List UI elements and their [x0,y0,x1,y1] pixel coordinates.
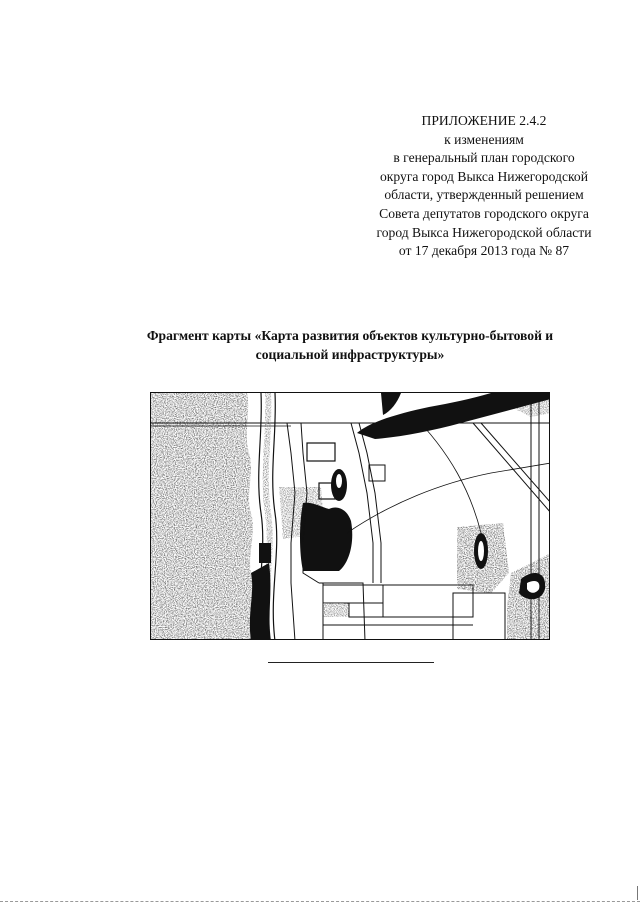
map-fragment-image [151,393,550,640]
appendix-header [340,112,628,261]
appendix-line: в генеральный план городского [393,150,575,166]
appendix-line: к изменениям [444,131,524,147]
appendix-title: ПРИЛОЖЕНИЕ 2.4.2 [421,113,547,128]
scan-edge-mark [637,886,638,900]
map-fragment-title [100,326,600,364]
appendix-line: округа город Выкса Нижегородской [380,168,588,184]
map-title-line: социальной инфраструктуры» [255,347,445,362]
appendix-date-line: от 17 декабря 2013 года № 87 [398,243,570,259]
appendix-line: город Выкса Нижегородской области [376,224,592,240]
black-area-center [300,503,352,571]
signature-line [268,662,434,663]
scan-bottom-edge [0,901,640,902]
map-title-line: Фрагмент карты «Карта развития объектов культурно-бытовой и [146,328,554,343]
appendix-line: Совета депутатов городского округа [379,205,589,221]
map-fragment [150,392,550,640]
appendix-line: области, утвержденный решением [384,187,584,203]
black-area-lower-left [250,563,271,640]
forest-area-left [151,393,253,640]
